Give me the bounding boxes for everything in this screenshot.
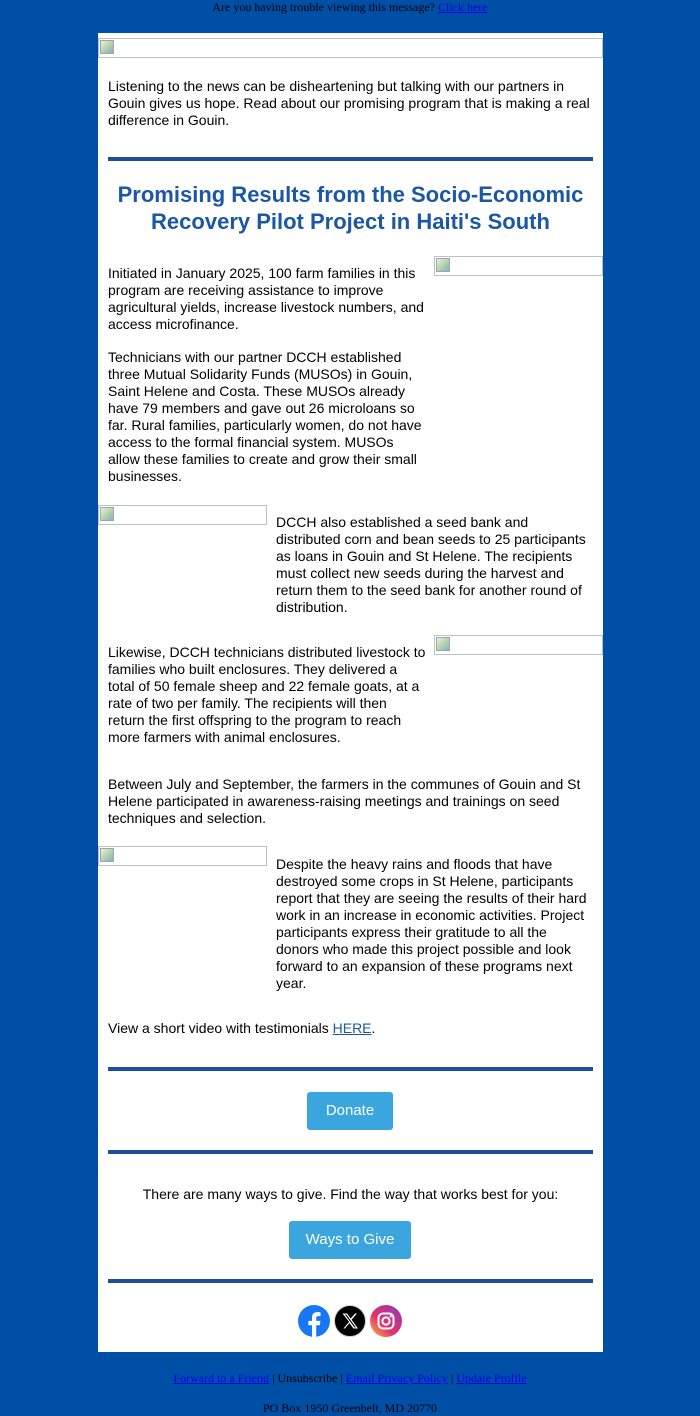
trouble-viewing-notice [0,0,700,16]
click-here-link[interactable]: Click here [437,0,488,14]
footer-separator: | [447,1371,457,1385]
paragraph-1: Initiated in January 2025, 100 farm families in this program are receiving assistance to improve agricultural yields, increase livestock numbers, and access microfinance. [108,265,424,332]
paragraph-5: Between July and September, the farmers in the communes of Gouin and St Helene participated in awareness-raising meetings and trainings on seed techniques and selection. [108,776,581,826]
footer-separator: | [337,1371,346,1385]
divider-2 [108,1067,593,1071]
x-icon[interactable] [334,1305,366,1337]
farmers-image [98,846,267,866]
footer-address: PO Box 1950 Greenbelt, MD 20770 [263,1401,437,1415]
ways-to-give-button[interactable]: Ways to Give [289,1221,411,1259]
paragraph-6: Despite the heavy rains and floods that have destroyed some crops in St Helene, participants report that they are seeing the results of their hard work in an increase in economic activities. Project participants express their gratitude to all the donors who made this project possible and look forward to an expansion of these programs next year. [276,856,587,991]
intro-text: Listening to the news can be disheartening but talking with our partners in Gouin gives us hope. Read about our promising program that is making a real difference in Gouin. [108,78,590,128]
privacy-policy-link[interactable]: Email Privacy Policy [345,1371,448,1385]
header-banner-image [98,38,603,58]
article-headline: Promising Results from the Socio-Economic Recovery Pilot Project in Haiti's South [117,182,584,234]
update-profile-link[interactable]: Update Profile [456,1371,527,1385]
seed-bank-image [98,505,267,525]
divider-3 [108,1150,593,1154]
video-line [108,1020,593,1037]
footer-separator: | [269,1371,278,1385]
unsubscribe-link[interactable]: Unsubscribe [277,1371,338,1385]
video-end: . [371,1020,376,1036]
livestock-image [434,635,603,655]
paragraph-2: Technicians with our partner DCCH established three Mutual Solidarity Funds (MUSOs) in Gouin, Saint Helene and Costa. These MUSOs already have 79 members and gave out 26 microloans so far. Rural families, particularly women, do not have access to the formal financial system. MUSOs allow these families to create and grow their small businesses. [108,349,422,484]
instagram-icon[interactable] [370,1305,402,1337]
footer-links [0,1371,700,1385]
divider-1 [108,157,593,161]
ways-to-give-text: There are many ways to give. Find the way that works best for you: [142,1186,559,1202]
email-body [98,33,603,1352]
video-text: View a short video with testimonials [108,1020,333,1036]
video-here-link[interactable]: HERE [332,1020,372,1036]
trouble-viewing-text: Are you having trouble viewing this message? [212,0,435,14]
donate-button[interactable]: Donate [307,1092,393,1130]
divider-4 [108,1279,593,1283]
program-image-1 [434,256,603,276]
paragraph-4: Likewise, DCCH technicians distributed livestock to families who built enclosures. They delivered a total of 50 female sheep and 22 female goats, at a rate of two per family. The recipients will then return the first offspring to the program to reach more farmers with animal enclosures. [108,644,426,745]
paragraph-3: DCCH also established a seed bank and distributed corn and bean seeds to 25 participants as loans in Gouin and St Helene. The recipients must collect new seeds during the harvest and return them to the seed bank for another round of distribution. [276,514,586,615]
forward-to-friend-link[interactable]: Forward to a Friend [173,1371,270,1385]
facebook-icon[interactable] [298,1305,330,1337]
